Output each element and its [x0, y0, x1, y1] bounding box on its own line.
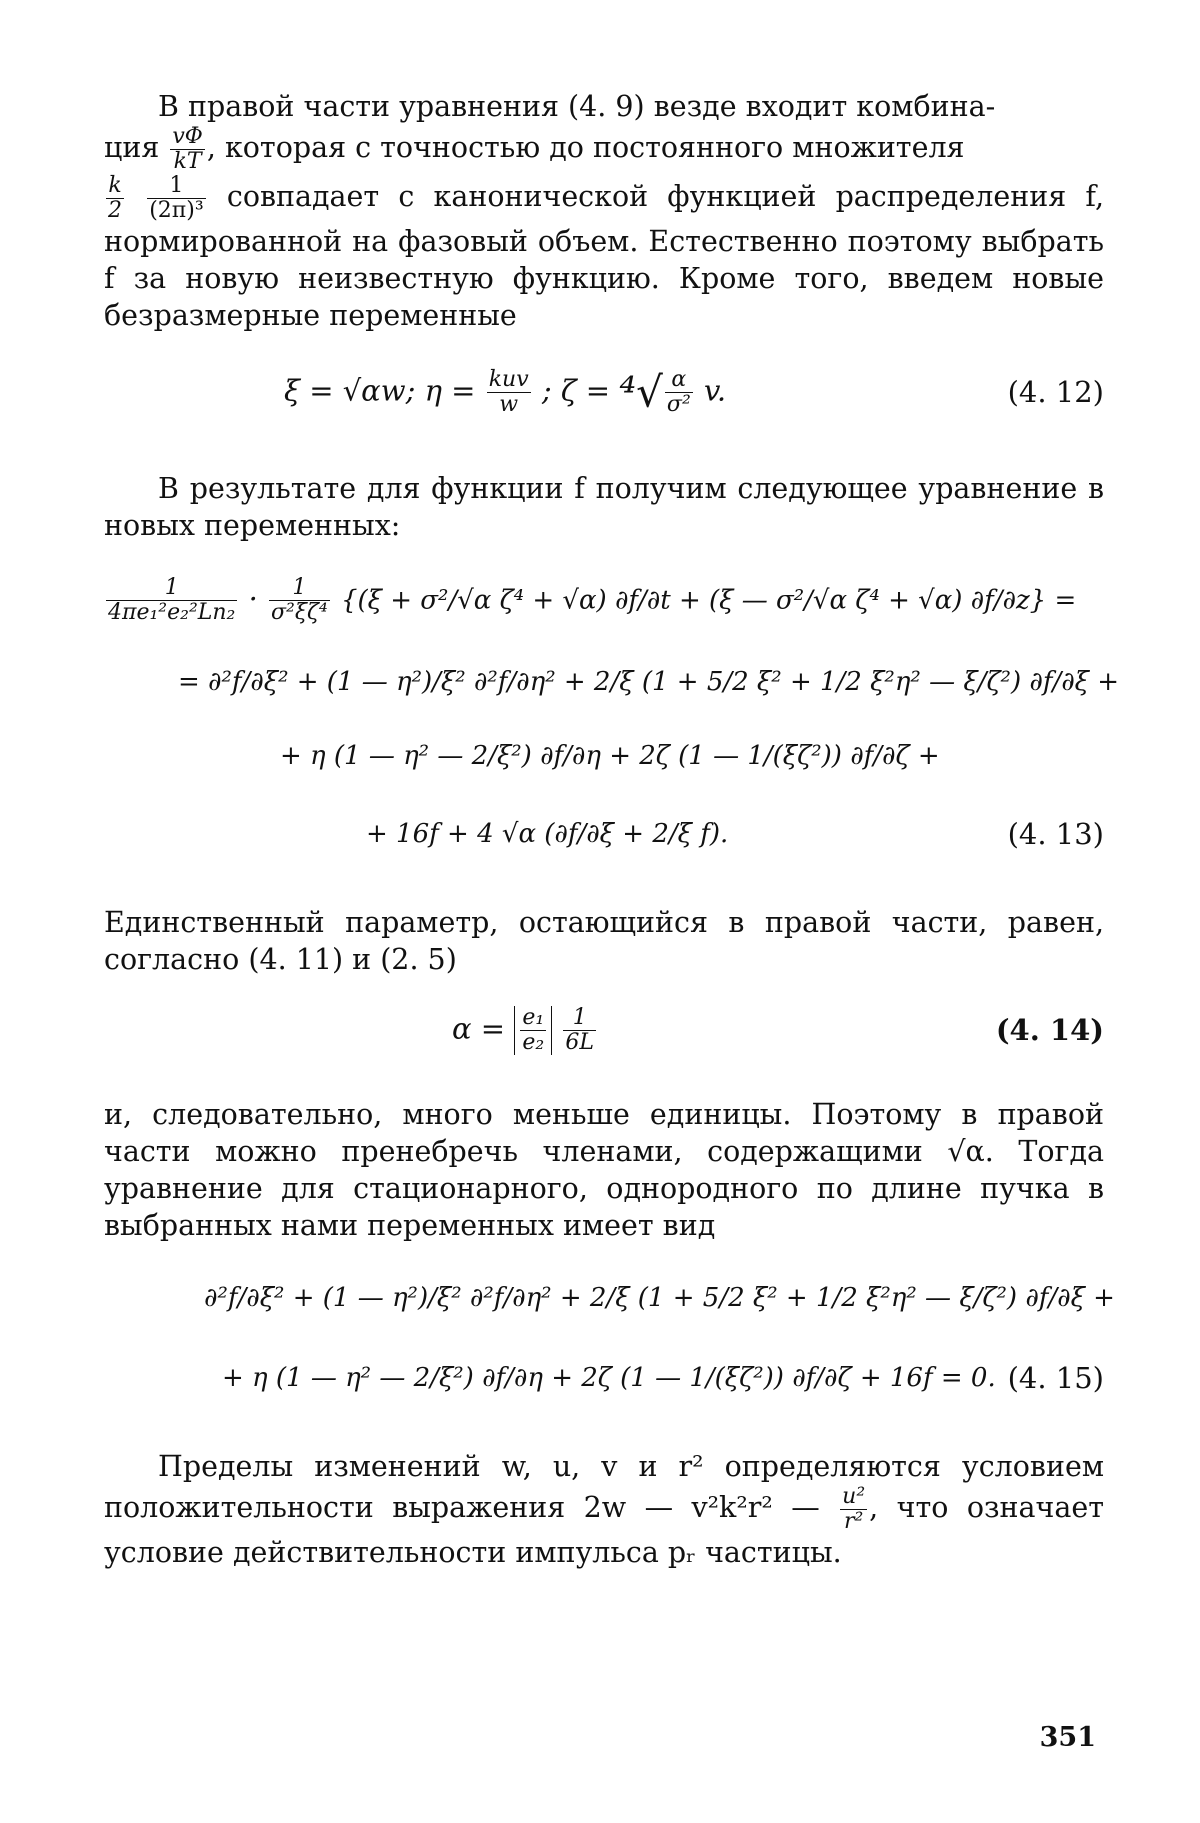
equation-number-4-15: (4. 15)	[1007, 1361, 1104, 1395]
paragraph-4: и, следовательно, много меньше единицы. Поэтому в правой части можно пренебречь членами, содержащими √α. Тогда уравнение для стационарного, однородного по длине пучка в выбранных нами переменных имеет вид	[104, 1098, 1104, 1242]
eq413-fraction-sigma: $\frac{1}{\text{σ²ξζ⁴}}$	[271, 575, 328, 625]
equation-number-4-12: (4. 12)	[1007, 375, 1104, 409]
equation-number-4-13: (4. 13)	[1007, 817, 1104, 851]
eq412-part-b: ; ζ =	[541, 373, 611, 408]
p1-line3-b: совпадает с канонической функцией распределения f,	[226, 180, 1105, 213]
eq414-absolute-value	[514, 1006, 552, 1055]
fraction-vphi-kt: $\frac{v\Phi}{kT}$	[172, 124, 203, 174]
eq415-line-1: ∂²f/∂ξ² + (1 — η²)/ξ² ∂²f/∂η² + 2/ξ (1 + 5/2 ξ² + 1/2 ξ²η² — ξ/ζ²) ∂f/∂ξ +	[204, 1283, 1115, 1313]
eq412-fourth-root: ⁴√	[619, 367, 663, 417]
equation-4-14	[104, 996, 1104, 1066]
equation-4-13	[104, 570, 1120, 866]
paragraph-1	[104, 88, 1104, 334]
eq414-fraction-e1-e2: $\frac{\text{e₁}}{\text{e₂}}$	[522, 1005, 545, 1055]
fraction-1-2pi3: $\frac{1}{\text{(2π)³}}$	[149, 173, 204, 223]
eq415-line-2: + η (1 — η² — 2/ξ²) ∂f/∂η + 2ζ (1 — 1/(ξζ²)) ∂f/∂ζ + 16f = 0.	[222, 1363, 996, 1393]
fraction-k-2: $\frac{k}{2}$	[108, 173, 122, 223]
fraction-u2-r2: $\frac{\text{u²}}{\text{r²}}$	[842, 1484, 866, 1534]
page-content	[104, 88, 1120, 1571]
eq412-part-c: v.	[703, 373, 727, 408]
equation-4-15	[104, 1268, 1115, 1418]
eq414-fraction-1-6l: $\frac{1}{6L}$	[565, 1005, 594, 1055]
page-number: 351	[1039, 1722, 1096, 1753]
eq412-fraction-alpha-sigma2: $\frac{\alpha}{\text{σ²}}$	[666, 367, 691, 417]
paragraph-5: Пределы изменений w, u, v и r² определяются условием положительности выражения 2w — v²k²r² — $\frac{\text{u²}}{\text{r²}}$ , что означает условие действительности импульса pᵣ частицы.	[104, 1450, 1105, 1569]
p1-rest: нормированной на фазовый объем. Естественно поэтому выбрать f за новую неизвестную функцию. Кроме того, введем новые безразмерные переменные	[104, 225, 1104, 332]
equation-number-4-14: (4. 14)	[995, 1013, 1104, 1047]
eq413-line-1: $\frac{1}{\text{4πe₁²e₂²Ln₂}}$ · $\frac{1}{\text{σ²ξζ⁴}}$ {(ξ + σ²/√α ζ⁴ + √α) ∂f/∂t + (ξ — σ²/√α ζ⁴ + √α) ∂f/∂z} =	[108, 575, 1077, 625]
p1-line2-b: , которая с точностью до постоянного множителя	[206, 131, 965, 164]
eq413-fraction-prefactor: $\frac{1}{\text{4πe₁²e₂²Ln₂}}$	[108, 575, 236, 625]
paragraph-2: В результате для функции f получим следующее уравнение в новых переменных:	[104, 472, 1104, 542]
eq412-part-a: ξ = √αw; η =	[284, 373, 476, 408]
equation-4-12	[104, 356, 1104, 426]
eq412-fraction-kuv-w: $\frac{\text{kuv}}{w}$	[488, 367, 529, 417]
paragraph-3: Единственный параметр, остающийся в правой части, равен, согласно (4. 11) и (2. 5)	[104, 906, 1104, 976]
eq413-line-2: = ∂²f/∂ξ² + (1 — η²)/ξ² ∂²f/∂η² + 2/ξ (1 + 5/2 ξ² + 1/2 ξ²η² — ξ/ζ²) ∂f/∂ξ +	[178, 667, 1120, 697]
p1-line1: В правой части уравнения (4. 9) везде входит комбина-	[158, 90, 996, 123]
eq413-line-3: + η (1 — η² — 2/ξ²) ∂f/∂η + 2ζ (1 — 1/(ξζ²)) ∂f/∂ζ +	[280, 741, 940, 771]
eq414-lhs: α =	[452, 1011, 506, 1046]
eq413-line-4: + 16f + 4 √α (∂f/∂ξ + 2/ξ f).	[366, 819, 729, 849]
p1-line2-a: ция	[104, 131, 160, 164]
